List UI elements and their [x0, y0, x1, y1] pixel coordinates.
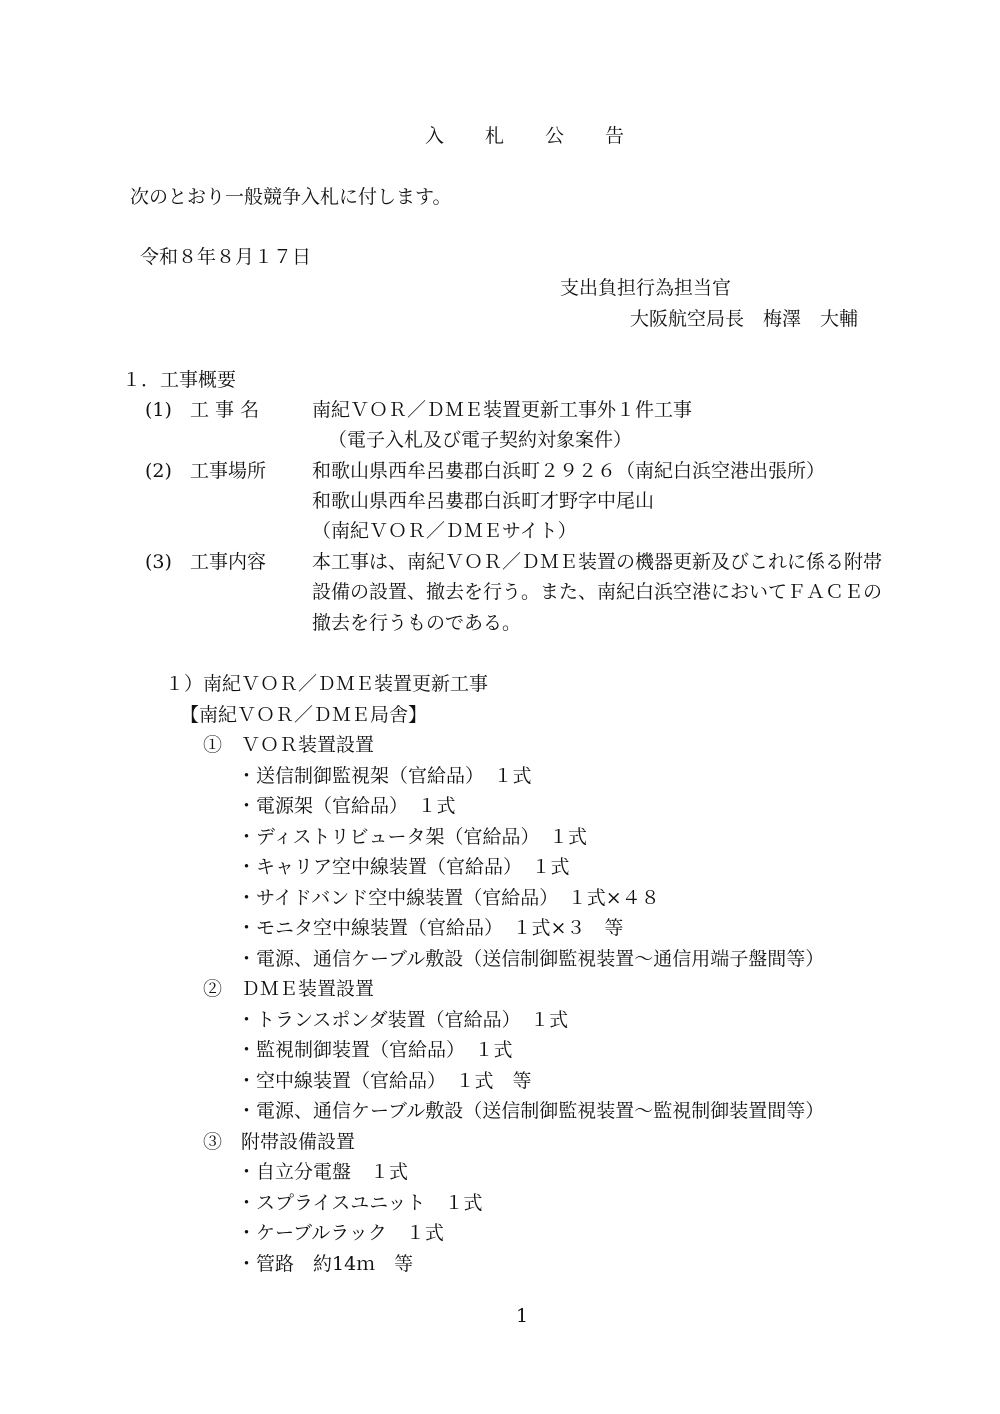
item-number: (1): [145, 399, 172, 421]
subsection-heading: １）南紀ＶＯＲ／ＤＭＥ装置更新工事: [165, 673, 489, 695]
page-number: 1: [516, 1305, 529, 1327]
list-item: ・空中線装置（官給品） １式 等: [237, 1070, 532, 1092]
item-value: 撤去を行うものである。: [312, 612, 522, 634]
list-item: ・スプライスユニット １式: [237, 1192, 483, 1214]
item-value: （電子入札及び電子契約対象案件）: [328, 429, 633, 451]
item-value: 南紀ＶＯＲ／ＤＭＥ装置更新工事外１件工事: [312, 399, 693, 421]
list-item: ・ディストリビュータ架（官給品） １式: [237, 826, 587, 848]
item-label: 工事内容: [190, 551, 267, 573]
notice-date: 令和８年８月１７日: [140, 246, 312, 268]
title-char-1: 入: [425, 125, 445, 147]
list-item: ・送信制御監視架（官給品） １式: [237, 765, 532, 787]
list-item: ・サイドバンド空中線装置（官給品） １式×４８: [237, 887, 660, 909]
list-item: ・電源架（官給品） １式: [237, 795, 456, 817]
group-heading: ② ＤＭＥ装置設置: [203, 978, 375, 1000]
item-value: 設備の設置、撤去を行う。また、南紀白浜空港においてＦＡＣＥの: [312, 581, 883, 603]
list-item: ・モニタ空中線装置（官給品） １式×３ 等: [237, 917, 624, 939]
item-value: 本工事は、南紀ＶＯＲ／ＤＭＥ装置の機器更新及びこれに係る附帯: [312, 551, 883, 573]
item-number: (3): [145, 551, 172, 573]
item-value: （南紀ＶＯＲ／ＤＭＥサイト）: [312, 520, 577, 542]
item-label: 工事場所: [190, 460, 267, 482]
intro-text: 次のとおり一般競争入札に付します。: [130, 186, 452, 208]
group-heading: ③ 附帯設備設置: [203, 1131, 356, 1153]
list-item: ・キャリア空中線装置（官給品） １式: [237, 856, 570, 878]
title-char-3: 公: [545, 125, 565, 147]
group-heading: ① ＶＯＲ装置設置: [203, 734, 375, 756]
section-heading: １．工事概要: [122, 369, 237, 391]
issuer-title: 支出負担行為担当官: [560, 277, 732, 299]
issuer-name: 大阪航空局長 梅澤 大輔: [630, 308, 859, 330]
item-number: (2): [145, 460, 172, 482]
list-item: ・トランスポンダ装置（官給品） １式: [237, 1009, 569, 1031]
title-char-2: 札: [485, 125, 505, 147]
list-item: ・電源、通信ケーブル敷設（送信制御監視装置～監視制御装置間等）: [237, 1100, 825, 1122]
item-label: 工 事 名: [190, 399, 260, 421]
bracket-heading: 【南紀ＶＯＲ／ＤＭＥ局舎】: [180, 704, 428, 726]
item-value: 和歌山県西牟呂婁郡白浜町才野字中尾山: [312, 490, 655, 512]
list-item: ・自立分電盤 １式: [237, 1161, 409, 1183]
item-value: 和歌山県西牟呂婁郡白浜町２９２６（南紀白浜空港出張所）: [312, 460, 826, 482]
title-char-4: 告: [605, 125, 625, 147]
list-item: ・管路 約14ｍ 等: [237, 1253, 414, 1275]
list-item: ・監視制御装置（官給品） １式: [237, 1039, 513, 1061]
list-item: ・電源、通信ケーブル敷設（送信制御監視装置～通信用端子盤間等）: [237, 948, 825, 970]
list-item: ・ケーブルラック １式: [237, 1222, 444, 1244]
